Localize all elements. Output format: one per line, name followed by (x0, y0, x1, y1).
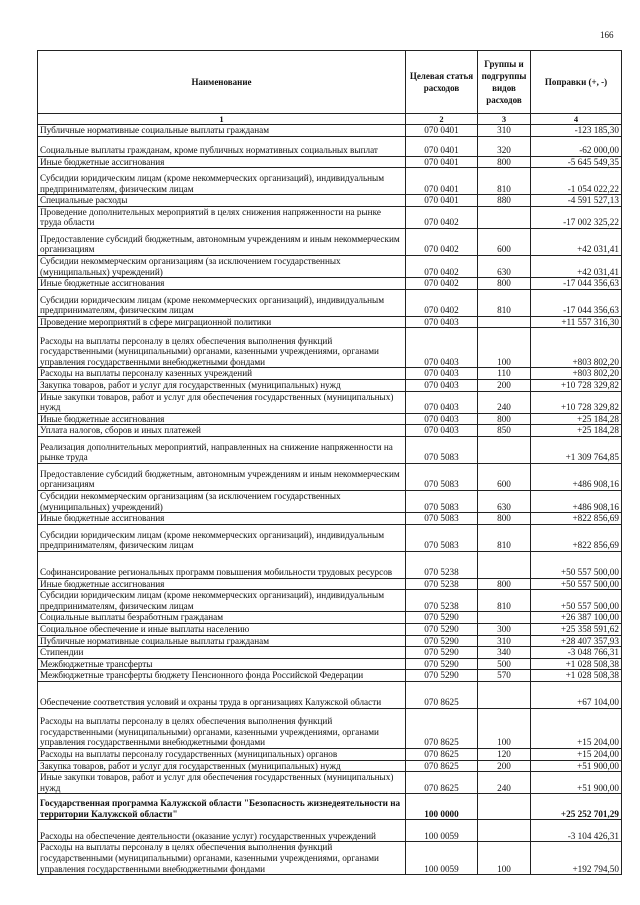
table-row (38, 513, 622, 525)
row-group (478, 612, 531, 624)
row-name: Иные закупки товаров, работ и услуг для обеспечения государственных (муниципальных) нужд (38, 772, 406, 794)
budget-table (37, 50, 622, 875)
row-name: Расходы на выплаты персоналу в целях обеспечения выполнения функций государственными (муниципальными) органами, казенными учреждениями, органами управления государственными внебюджетными фондами (38, 709, 406, 749)
row-group: 200 (478, 760, 531, 772)
row-code: 070 0402 (406, 228, 478, 255)
header-amount: Поправки (+, -) (531, 51, 622, 114)
row-amount: +51 900,00 (531, 772, 622, 794)
table-row (38, 425, 622, 437)
row-amount: +50 557 500,00 (531, 590, 622, 612)
row-group: 500 (478, 658, 531, 670)
row-group: 850 (478, 425, 531, 437)
row-group: 800 (478, 578, 531, 590)
table-row (38, 413, 622, 425)
row-name: Межбюджетные трансферты (38, 658, 406, 670)
row-name: Субсидии некоммерческим организациям (за исключением государственных (муниципальных) учреждений) (38, 490, 406, 512)
row-amount: +50 557 500,00 (531, 551, 622, 578)
table-row (38, 635, 622, 647)
row-group: 600 (478, 228, 531, 255)
row-code: 070 0401 (406, 168, 478, 195)
row-amount: -1 054 022,22 (531, 168, 622, 195)
row-name: Социальные выплаты гражданам, кроме публичных нормативных социальных выплат (38, 136, 406, 156)
row-group (478, 316, 531, 328)
table-row (38, 316, 622, 328)
row-amount: +28 407 357,93 (531, 635, 622, 647)
row-name: Стипендии (38, 647, 406, 659)
row-code: 070 5238 (406, 590, 478, 612)
row-code: 070 5238 (406, 578, 478, 590)
row-group: 800 (478, 413, 531, 425)
row-amount: -5 645 549,35 (531, 156, 622, 168)
row-group: 310 (478, 125, 531, 137)
row-amount: -17 044 356,63 (531, 278, 622, 290)
row-name: Расходы на выплаты персоналу в целях обеспечения выполнения функций государственными (муниципальными) органами, казенными учреждениями, органами управления государственными внебюджетными фондами (38, 842, 406, 875)
table-row (38, 391, 622, 413)
row-code: 070 5290 (406, 658, 478, 670)
row-amount: +25 252 701,29 (531, 794, 622, 820)
row-group: 810 (478, 590, 531, 612)
row-code: 070 0401 (406, 195, 478, 207)
row-group: 240 (478, 772, 531, 794)
row-group: 240 (478, 391, 531, 413)
row-group: 810 (478, 168, 531, 195)
row-name: Софинансирование региональных программ повышения мобильности трудовых ресурсов (38, 551, 406, 578)
row-code: 070 5083 (406, 490, 478, 512)
row-name: Предоставление субсидий бюджетным, автономным учреждениям и иным некоммерческим организациям (38, 228, 406, 255)
row-amount: +42 031,41 (531, 255, 622, 277)
row-code: 070 0403 (406, 328, 478, 368)
row-group: 310 (478, 635, 531, 647)
row-code: 070 0403 (406, 379, 478, 391)
row-group: 120 (478, 749, 531, 761)
row-amount: +51 900,00 (531, 760, 622, 772)
table-row (38, 228, 622, 255)
row-name: Обеспечение соответствия условий и охраны труда в организациях Калужской области (38, 682, 406, 709)
row-name: Расходы на выплаты персоналу государственных (муниципальных) органов (38, 749, 406, 761)
row-name: Социальное обеспечение и иные выплаты населению (38, 624, 406, 636)
row-name: Специальные расходы (38, 195, 406, 207)
header-number: 4 (531, 114, 622, 125)
row-amount: +25 184,28 (531, 425, 622, 437)
row-code: 100 0059 (406, 842, 478, 875)
table-row (38, 842, 622, 875)
row-group: 800 (478, 513, 531, 525)
row-amount: +25 184,28 (531, 413, 622, 425)
table-row (38, 156, 622, 168)
row-amount: +1 309 764,85 (531, 436, 622, 463)
table-row (38, 590, 622, 612)
row-code: 100 0000 (406, 794, 478, 820)
row-code: 070 5290 (406, 624, 478, 636)
table-row (38, 820, 622, 842)
row-group: 300 (478, 624, 531, 636)
table-row (38, 168, 622, 195)
row-code: 070 5290 (406, 635, 478, 647)
row-group: 810 (478, 524, 531, 551)
row-name: Уплата налогов, сборов и иных платежей (38, 425, 406, 437)
row-amount: +10 728 329,82 (531, 391, 622, 413)
row-amount: +1 028 508,38 (531, 670, 622, 682)
row-code: 100 0059 (406, 820, 478, 842)
row-code: 070 0403 (406, 391, 478, 413)
row-name: Субсидии некоммерческим организациям (за исключением государственных (муниципальных) учреждений) (38, 255, 406, 277)
table-row (38, 368, 622, 380)
row-name: Иные бюджетные ассигнования (38, 278, 406, 290)
row-amount: +822 856,69 (531, 513, 622, 525)
row-amount: +42 031,41 (531, 228, 622, 255)
row-name: Публичные нормативные социальные выплаты гражданам (38, 125, 406, 137)
row-group (478, 436, 531, 463)
row-amount: +15 204,00 (531, 709, 622, 749)
table-row (38, 749, 622, 761)
row-amount: +486 908,16 (531, 463, 622, 490)
header-number: 2 (406, 114, 478, 125)
row-group: 320 (478, 136, 531, 156)
row-amount: +10 728 329,82 (531, 379, 622, 391)
table-row (38, 289, 622, 316)
row-group: 100 (478, 842, 531, 875)
row-name: Иные бюджетные ассигнования (38, 156, 406, 168)
row-amount: +26 387 100,00 (531, 612, 622, 624)
row-amount: -3 104 426,31 (531, 820, 622, 842)
row-code: 070 0401 (406, 156, 478, 168)
row-group (478, 682, 531, 709)
row-group (478, 820, 531, 842)
row-name: Расходы на выплаты персоналу в целях обеспечения выполнения функций государственными (муниципальными) органами, казенными учреждениями, органами управления государственными внебюджетными фондами (38, 328, 406, 368)
row-name: Расходы на выплаты персоналу казенных учреждений (38, 368, 406, 380)
row-code: 070 0403 (406, 316, 478, 328)
row-amount: -62 000,00 (531, 136, 622, 156)
table-row (38, 760, 622, 772)
row-code: 070 0402 (406, 255, 478, 277)
table-row (38, 463, 622, 490)
table-row (38, 206, 622, 228)
table-row (38, 624, 622, 636)
row-amount: +822 856,69 (531, 524, 622, 551)
table-row (38, 195, 622, 207)
row-code: 070 0402 (406, 289, 478, 316)
row-group: 200 (478, 379, 531, 391)
row-group: 630 (478, 255, 531, 277)
row-amount: -3 048 766,31 (531, 647, 622, 659)
table-row (38, 436, 622, 463)
table-row (38, 551, 622, 578)
row-group: 100 (478, 328, 531, 368)
table-row (38, 794, 622, 820)
row-group (478, 551, 531, 578)
row-name: Субсидии юридическим лицам (кроме некоммерческих организаций), индивидуальным предпринимателям, физическим лицам (38, 524, 406, 551)
row-group: 810 (478, 289, 531, 316)
row-amount: +192 794,50 (531, 842, 622, 875)
row-name: Межбюджетные трансферты бюджету Пенсионного фонда Российской Федерации (38, 670, 406, 682)
header-group: Группы и подгруппы видов расходов (478, 51, 531, 114)
header-code: Целевая статья расходов (406, 51, 478, 114)
row-name: Проведение мероприятий в сфере миграционной политики (38, 316, 406, 328)
table-row (38, 490, 622, 512)
row-amount: +803 802,20 (531, 328, 622, 368)
row-name: Социальные выплаты безработным гражданам (38, 612, 406, 624)
row-amount: -123 185,30 (531, 125, 622, 137)
row-name: Расходы на обеспечение деятельности (оказание услуг) государственных учреждений (38, 820, 406, 842)
row-code: 070 5083 (406, 524, 478, 551)
row-code: 070 0402 (406, 206, 478, 228)
row-name: Субсидии юридическим лицам (кроме некоммерческих организаций), индивидуальным предпринимателям, физическим лицам (38, 168, 406, 195)
row-name: Иные бюджетные ассигнования (38, 413, 406, 425)
header-number: 1 (38, 114, 406, 125)
table-row (38, 524, 622, 551)
row-code: 070 0403 (406, 413, 478, 425)
row-code: 070 8625 (406, 749, 478, 761)
page-number: 166 (600, 30, 614, 40)
row-code: 070 0403 (406, 368, 478, 380)
row-amount: -4 591 527,13 (531, 195, 622, 207)
row-code: 070 8625 (406, 709, 478, 749)
table-row (38, 670, 622, 682)
row-code: 070 5083 (406, 463, 478, 490)
row-amount: +50 557 500,00 (531, 578, 622, 590)
row-code: 070 8625 (406, 760, 478, 772)
row-name: Иные закупки товаров, работ и услуг для обеспечения государственных (муниципальных) нужд (38, 391, 406, 413)
row-name: Закупка товаров, работ и услуг для государственных (муниципальных) нужд (38, 379, 406, 391)
row-group (478, 206, 531, 228)
row-name: Предоставление субсидий бюджетным, автономным учреждениям и иным некоммерческим организациям (38, 463, 406, 490)
header-number: 3 (478, 114, 531, 125)
table-body (38, 125, 622, 875)
row-name: Субсидии юридическим лицам (кроме некоммерческих организаций), индивидуальным предпринимателям, физическим лицам (38, 289, 406, 316)
row-group: 800 (478, 278, 531, 290)
row-name: Субсидии юридическим лицам (кроме некоммерческих организаций), индивидуальным предпринимателям, физическим лицам (38, 590, 406, 612)
row-amount: +1 028 508,38 (531, 658, 622, 670)
table-row (38, 578, 622, 590)
table-row (38, 647, 622, 659)
row-code: 070 8625 (406, 682, 478, 709)
row-amount: +15 204,00 (531, 749, 622, 761)
table-row (38, 772, 622, 794)
row-name: Реализация дополнительных мероприятий, направленных на снижение напряженности на рынке труда (38, 436, 406, 463)
row-amount: +486 908,16 (531, 490, 622, 512)
row-amount: +67 104,00 (531, 682, 622, 709)
row-name: Закупка товаров, работ и услуг для государственных (муниципальных) нужд (38, 760, 406, 772)
row-code: 070 0401 (406, 136, 478, 156)
table-row (38, 379, 622, 391)
row-amount: +25 358 591,62 (531, 624, 622, 636)
row-name: Публичные нормативные социальные выплаты гражданам (38, 635, 406, 647)
row-group: 630 (478, 490, 531, 512)
row-group: 110 (478, 368, 531, 380)
row-code: 070 5083 (406, 513, 478, 525)
table-row (38, 136, 622, 156)
row-group (478, 794, 531, 820)
row-amount: -17 002 325,22 (531, 206, 622, 228)
row-group: 880 (478, 195, 531, 207)
table-row (38, 612, 622, 624)
row-group: 100 (478, 709, 531, 749)
row-code: 070 5238 (406, 551, 478, 578)
row-code: 070 0402 (406, 278, 478, 290)
row-code: 070 0403 (406, 425, 478, 437)
row-code: 070 5083 (406, 436, 478, 463)
table-row (38, 709, 622, 749)
row-amount: -17 044 356,63 (531, 289, 622, 316)
row-name: Проведение дополнительных мероприятий в целях снижения напряженности на рынке труда области (38, 206, 406, 228)
row-code: 070 5290 (406, 670, 478, 682)
header-name: Наименование (38, 51, 406, 114)
row-group: 570 (478, 670, 531, 682)
table-row (38, 125, 622, 137)
row-code: 070 8625 (406, 772, 478, 794)
row-group: 600 (478, 463, 531, 490)
table-row (38, 278, 622, 290)
row-amount: +11 557 316,30 (531, 316, 622, 328)
row-name: Иные бюджетные ассигнования (38, 513, 406, 525)
row-name: Иные бюджетные ассигнования (38, 578, 406, 590)
row-code: 070 5290 (406, 612, 478, 624)
row-code: 070 0401 (406, 125, 478, 137)
row-name: Государственная программа Калужской области "Безопасность жизнедеятельности на территории Калужской области" (38, 794, 406, 820)
table-row (38, 682, 622, 709)
table-row (38, 658, 622, 670)
table-row (38, 255, 622, 277)
row-code: 070 5290 (406, 647, 478, 659)
table-row (38, 328, 622, 368)
row-group: 800 (478, 156, 531, 168)
row-group: 340 (478, 647, 531, 659)
row-amount: +803 802,20 (531, 368, 622, 380)
